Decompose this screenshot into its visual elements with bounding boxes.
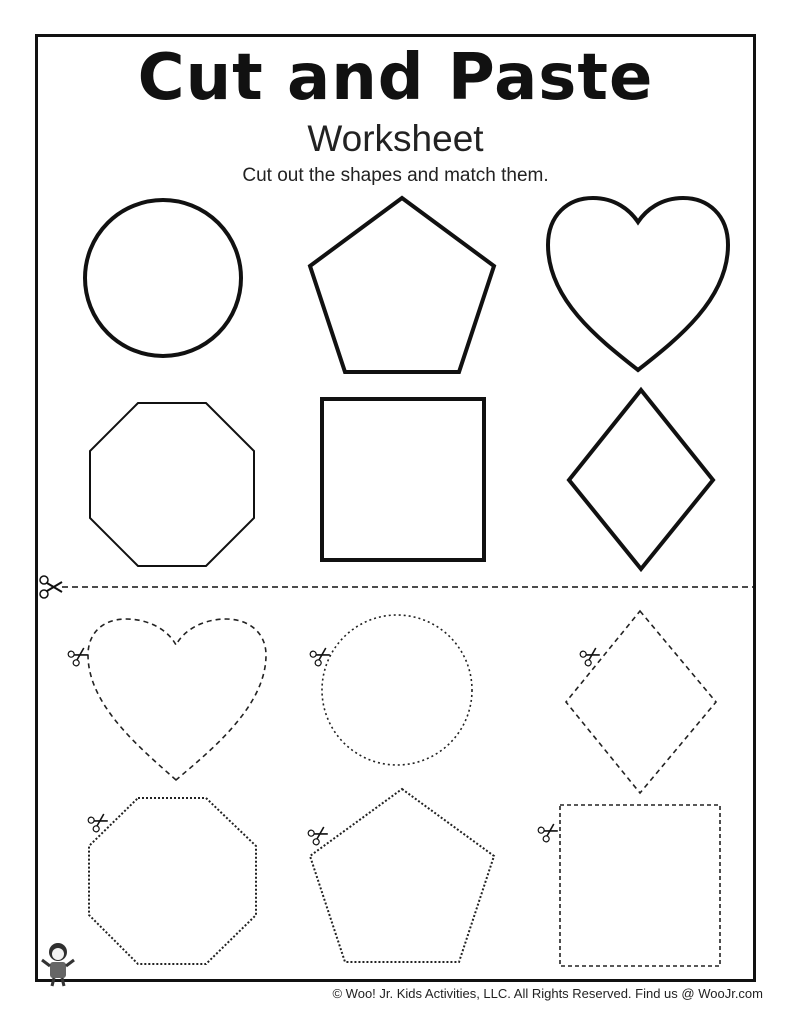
scissors-icon	[87, 811, 110, 833]
heart-shape	[548, 198, 728, 370]
circle-shape	[85, 200, 241, 356]
octagon-cutout	[89, 798, 256, 964]
scissors-icon	[40, 576, 62, 598]
worksheet-instructions: Cut out the shapes and match them.	[242, 165, 549, 186]
copyright-footer: © Woo! Jr. Kids Activities, LLC. All Rights Reserved. Find us @ WooJr.com	[332, 986, 763, 1001]
scissors-icon	[537, 821, 560, 843]
pentagon-shape	[310, 198, 494, 372]
worksheet-subtitle: Worksheet	[307, 118, 484, 159]
diamond-cutout	[566, 611, 716, 793]
square-cutout	[560, 805, 720, 966]
scissors-icon	[309, 645, 332, 667]
scissors-icon	[579, 645, 602, 667]
octagon-shape	[90, 403, 254, 566]
pentagon-cutout	[310, 789, 494, 962]
scissors-icon	[67, 645, 90, 667]
square-shape	[322, 399, 484, 560]
scissors-icon	[307, 824, 330, 846]
mascot-icon	[38, 940, 78, 988]
circle-cutout	[322, 615, 472, 765]
heart-cutout	[88, 619, 266, 780]
worksheet-title: Cut and Paste	[137, 41, 654, 115]
diamond-shape	[569, 390, 713, 569]
